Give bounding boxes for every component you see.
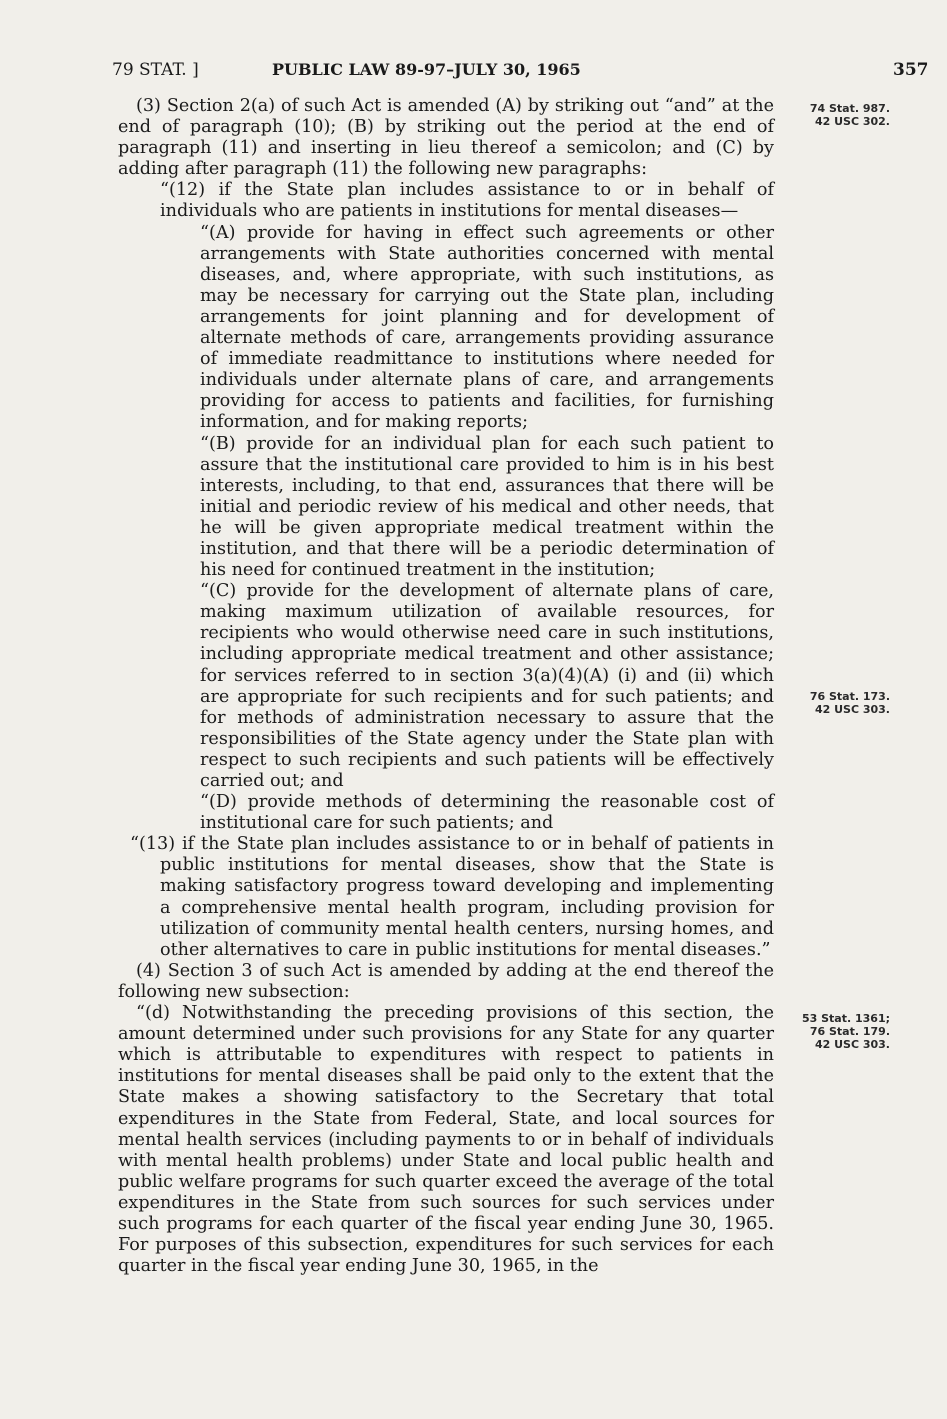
clause-12-d: “(D) provide methods of determining the reasonable cost of institutional care for such patients; and bbox=[200, 792, 774, 834]
statute-volume: 79 STAT. ] bbox=[112, 60, 199, 80]
margin-citation-3: 53 Stat. 1361; 76 Stat. 179. 42 USC 303. bbox=[801, 1012, 890, 1051]
running-title: PUBLIC LAW 89-97–JULY 30, 1965 bbox=[272, 60, 581, 79]
clause-12-a: “(A) provide for having in effect such agreements or other arrangements with State authorities concerned with mental diseases, and, where appropriate, with such institutions, as may be necessary for carrying out the State plan, including arrangements for joint planning and for development of alternate methods of care, arrangements providing assurance of immediate readmittance to institutions where needed for individuals under alternate plans of care, and arrangements providing for access to patients and facilities, for furnishing information, and for making reports; bbox=[200, 222, 774, 433]
statute-text bbox=[118, 96, 774, 1277]
margin-citation-1: 74 Stat. 987. 42 USC 302. bbox=[809, 102, 890, 128]
subsection-d: “(d) Notwithstanding the preceding provisions of this section, the amount determined under such provisions for any State for any quarter which is attributable to expenditures with respect to patients in institutions for mental diseases shall be paid only to the extent that the State makes a showing satisfactory to the Secretary that total expenditures in the State from Federal, State, and local sources for mental health services (including payments to or in behalf of individuals with mental health problems) under State and local public health and public welfare programs for such quarter exceed the average of the total expenditures in the State from such sources for such services under such programs for each quarter of the fiscal year ending June 30, 1965. For purposes of this subsection, expenditures for such services for each quarter in the fiscal year ending June 30, 1965, in the bbox=[118, 1003, 774, 1277]
clause-12-b: “(B) provide for an individual plan for each such patient to assure that the institutional care provided to him is in his best interests, including, to that end, assurances that there will be initial and periodic review of his medical and other needs, that he will be given appropriate medical treatment within the institution, and that there will be a periodic determination of his need for continued treatment in the institution; bbox=[200, 433, 774, 581]
page-number: 357 bbox=[893, 60, 929, 80]
paragraph-3: (3) Section 2(a) of such Act is amended (A) by striking out “and” at the end of paragraph (10); (B) by striking out the period at the end of paragraph (11) and inserting in lieu thereof a semicolon; and (C) by adding after paragraph (11) the following new paragraphs: bbox=[118, 96, 774, 180]
paragraph-12: “(12) if the State plan includes assistance to or in behalf of individuals who are patients in institutions for mental diseases— bbox=[160, 180, 774, 222]
clause-12-c: “(C) provide for the development of alternate plans of care, making maximum utilization of available resources, for recipients who would otherwise need care in such institutions, including appropriate medical treatment and other assistance; for services referred to in section 3(a)(4)(A) (i) and (ii) which are appropriate for such recipients and for such patients; and for methods of administration necessary to assure that the responsibilities of the State agency under the State plan with respect to such recipients and such patients will be effectively carried out; and bbox=[200, 581, 774, 791]
paragraph-13: “(13) if the State plan includes assistance to or in behalf of patients in public institutions for mental diseases, show that the State is making satisfactory progress toward developing and implementing a comprehensive mental health program, including provision for utilization of community mental health centers, nursing homes, and other alternatives to care in public institutions for mental diseases.” bbox=[130, 834, 774, 960]
margin-citation-2: 76 Stat. 173. 42 USC 303. bbox=[809, 690, 890, 716]
paragraph-4: (4) Section 3 of such Act is amended by adding at the end thereof the following new subsection: bbox=[118, 960, 774, 1002]
page-header bbox=[0, 60, 947, 90]
